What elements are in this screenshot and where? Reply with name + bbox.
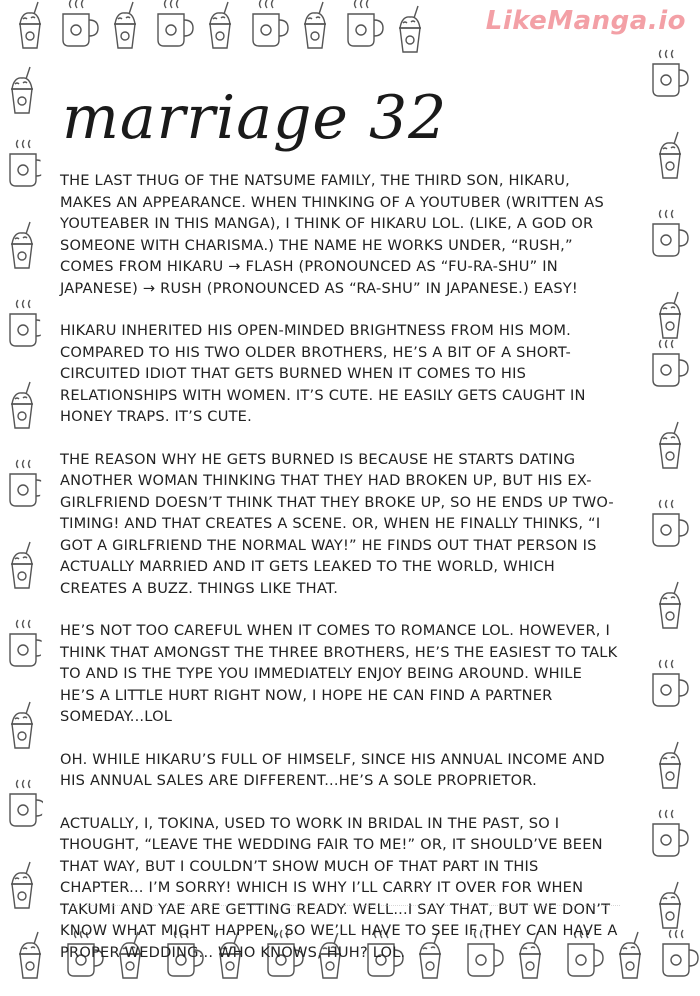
paragraph: OH. WHILE HIKARU’S FULL OF HIMSELF, SINCE HIS ANNUAL INCOME AND HIS ANNUAL SALES ARE DIFFERENT...HE’S A SOLE PROPRIETOR.	[60, 750, 605, 789]
site-watermark: LikeManga.io	[485, 6, 686, 36]
paragraph: ACTUALLY, I, TOKINA, USED TO WORK IN BRIDAL IN THE PAST, SO I THOUGHT, “LEAVE THE WEDDING FAIR TO ME!” OR, IT SHOULD’VE BEEN THAT WAY, BUT I COULDN’T SHOW MUCH OF THAT PART IN THIS CHAPTER... I’M SORRY! WHICH IS WHY I’LL CARRY IT OVER FOR WHEN TAKUMI AND YAE ARE GETTING READY. WELL...I SAY THAT, BUT WE DON’T KNOW WHAT MIGHT HAPPEN, SO WE’LL HAVE TO SEE IF THEY CAN HAVE A PROPER WEDDING... WHO KNOWS, HUH? LOL.	[60, 814, 618, 961]
paragraph: THE REASON WHY HE GETS BURNED IS BECAUSE HE STARTS DATING ANOTHER WOMAN THINKING THAT THEY HAD BROKEN UP, BUT HIS EX-GIRLFRIEND DOESN’T THINK THAT THEY BROKE UP, SO HE ENDS UP TWO-TIMING! AND THAT CREATES A SCENE. OR, WHEN HE FINALLY THINKS, “I GOT A GIRLFRIEND THE NORMAL WAY!” HE FINDS OUT THAT PERSON IS ACTUALLY MARRIED AND IT GETS LEAKED TO THE WORLD, WHICH CREATES A BUZZ. THINGS LIKE THAT.	[60, 450, 614, 597]
paragraph: HIKARU INHERITED HIS OPEN-MINDED BRIGHTNESS FROM HIS MOM. COMPARED TO HIS TWO OLDER BROTHERS, HE’S A BIT OF A SHORT-CIRCUITED IDIOT THAT GETS BURNED WHEN IT COMES TO HIS RELATIONSHIPS WITH WOMEN. IT’S CUTE. HE EASILY GETS CAUGHT IN HONEY TRAPS. IT’S CUTE.	[60, 322, 586, 425]
paragraph: THE LAST THUG OF THE NATSUME FAMILY, THE THIRD SON, HIKARU, MAKES AN APPEARANCE. WHEN THINKING OF A YOUTUBER (WRITTEN AS YOUTEABER IN THIS MANGA), I THINK OF HIKARU LOL. (LIKE, A GOD OR SOMEONE WITH CHARISMA.) THE NAME HE WORKS UNDER, “RUSH,” COMES FROM HIKARU → FLASH (PRONOUNCED AS “FU-RA-SHU” IN JAPANESE) → RUSH (PRONOUNCED AS “RA-SHU” IN JAPANESE.) EASY!	[60, 172, 604, 297]
afterword-text	[60, 170, 620, 984]
paragraph: HE’S NOT TOO CAREFUL WHEN IT COMES TO ROMANCE LOL. HOWEVER, I THINK THAT AMONGST THE THREE BROTHERS, HE’S THE EASIEST TO TALK TO AND IS THE TYPE YOU IMMEDIATELY ENJOY BEING AROUND. WHILE HE’S A LITTLE HURT RIGHT NOW, I HOPE HE CAN FIND A PARTNER SOMEDAY...LOL	[60, 622, 618, 725]
page-title: marriage 32	[62, 83, 448, 153]
divider	[60, 905, 620, 912]
